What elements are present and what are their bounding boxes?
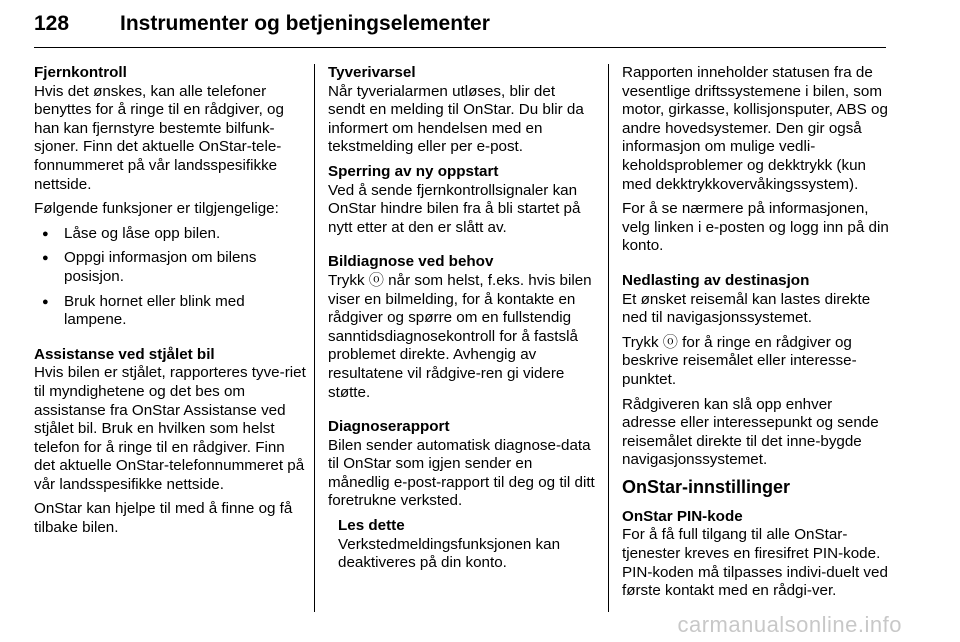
- paragraph: Trykk ⓞ for å ringe en rådgiver og beskrive reisemålet eller interesse-punktet.: [622, 333, 857, 388]
- paragraph: Rådgiveren kan slå opp enhver adresse eller interessepunkt og sende reisemålet direkte til det inne-bygde navigasjonssystemet.: [622, 395, 879, 469]
- page-number: 128: [34, 12, 70, 35]
- list-item: ● Bruk hornet eller blink med lampene.: [34, 293, 310, 330]
- note-text: Verkstedmeldingsfunksjonen kan deaktiveres på din konto.: [338, 535, 561, 572]
- paragraph: Rapporten inneholder statusen fra de vesentlige driftssystemene i bilen, som motor, girkasse, kollisjonsputer, ABS og andre hovedsystemer. Den gir også informasjon om mulige vedli-keholdsproblemer og dekktrykk (kun med dekktrykkovervåkingssystem).: [622, 64, 888, 193]
- section-title: OnStar-innstillinger: [622, 476, 791, 497]
- section-heading: Fjernkontroll: [34, 64, 127, 81]
- column-2: [328, 64, 596, 579]
- section-heading: Bildiagnose ved behov: [328, 253, 494, 271]
- paragraph: Hvis bilen er stjålet, rapporteres tyve-riet til myndighetene og det bes om assistanse fra OnStar Assistanse ved stjålet bil. Bruk en hvilken som helst telefon for å ringe til en rådgiver. Finn det aktuelle OnStar-telefonnummeret på vår landsspesifikke nettside.: [34, 364, 306, 493]
- paragraph: Hvis det ønskes, kan alle telefoner benyttes for å ringe til en rådgiver, og han kan fjernstyre bestemte bilfunk-sjoner. Finn det aktuelle OnStar-tele-fonnummeret på vår landsspesifikke nettside.: [34, 82, 284, 193]
- list-item: ● Oppgi informasjon om bilens posisjon.: [34, 249, 310, 286]
- paragraph: Følgende funksjoner er tilgjengelige:: [34, 200, 279, 218]
- paragraph: For å se nærmere på informasjonen, velg linken i e-posten og logg inn på din konto.: [622, 200, 889, 255]
- header-rule: [34, 47, 886, 48]
- paragraph: Ved å sende fjernkontrollsignaler kan OnStar hindre bilen fra å bli startet på nytt etter at den er slått av.: [328, 181, 581, 236]
- chapter-title: Instrumenter og betjeningselementer: [120, 12, 490, 35]
- column-1: [34, 64, 310, 544]
- paragraph: Et ønsket reisemål kan lastes direkte ned til navigasjonssystemet.: [622, 290, 871, 327]
- paragraph: Når tyverialarmen utløses, blir det sendt en melding til OnStar. Du blir da informert om hendelsen med en tekstmelding eller per e-post.: [328, 82, 584, 156]
- paragraph: OnStar kan hjelpe til med å finne og få tilbake bilen.: [34, 500, 293, 537]
- function-list: [34, 225, 310, 330]
- section-heading: Sperring av ny oppstart: [328, 162, 499, 180]
- page-header: [34, 10, 886, 38]
- section-heading: Assistanse ved stjålet bil: [34, 345, 215, 363]
- column-divider: [314, 64, 315, 612]
- section-heading: Tyverivarsel: [328, 64, 416, 81]
- note-heading: Les dette: [338, 517, 405, 535]
- column-divider: [608, 64, 609, 612]
- watermark: carmanualsonline.info: [677, 612, 902, 637]
- note-box: [328, 517, 596, 573]
- paragraph: Trykk ⓞ når som helst, f.eks. hvis bilen viser en bilmelding, for å kontakte en rådgiver og spørre om en fullstendig sanntidsdiagnosekontroll for å fastslå problemet direkte. Avhengig av resultatene vil rådgive-ren gi videre støtte.: [328, 271, 592, 401]
- list-item: ● Låse og låse opp bilen.: [34, 225, 310, 244]
- section-heading: Nedlasting av destinasjon: [622, 271, 810, 289]
- section-heading: OnStar PIN-kode: [622, 507, 743, 525]
- section-heading: Diagnoserapport: [328, 418, 450, 436]
- column-3: [622, 64, 890, 607]
- paragraph: Bilen sender automatisk diagnose-data til OnStar som igjen sender en månedlig e-post-rapport til deg og til ditt foretrukne verksted.: [328, 436, 595, 510]
- paragraph: For å få full tilgang til alle OnStar-tjenester kreves en firesifret PIN-kode. PIN-koden må tilpasses indivi-duelt ved første kontakt med en rådgi-ver.: [622, 526, 888, 600]
